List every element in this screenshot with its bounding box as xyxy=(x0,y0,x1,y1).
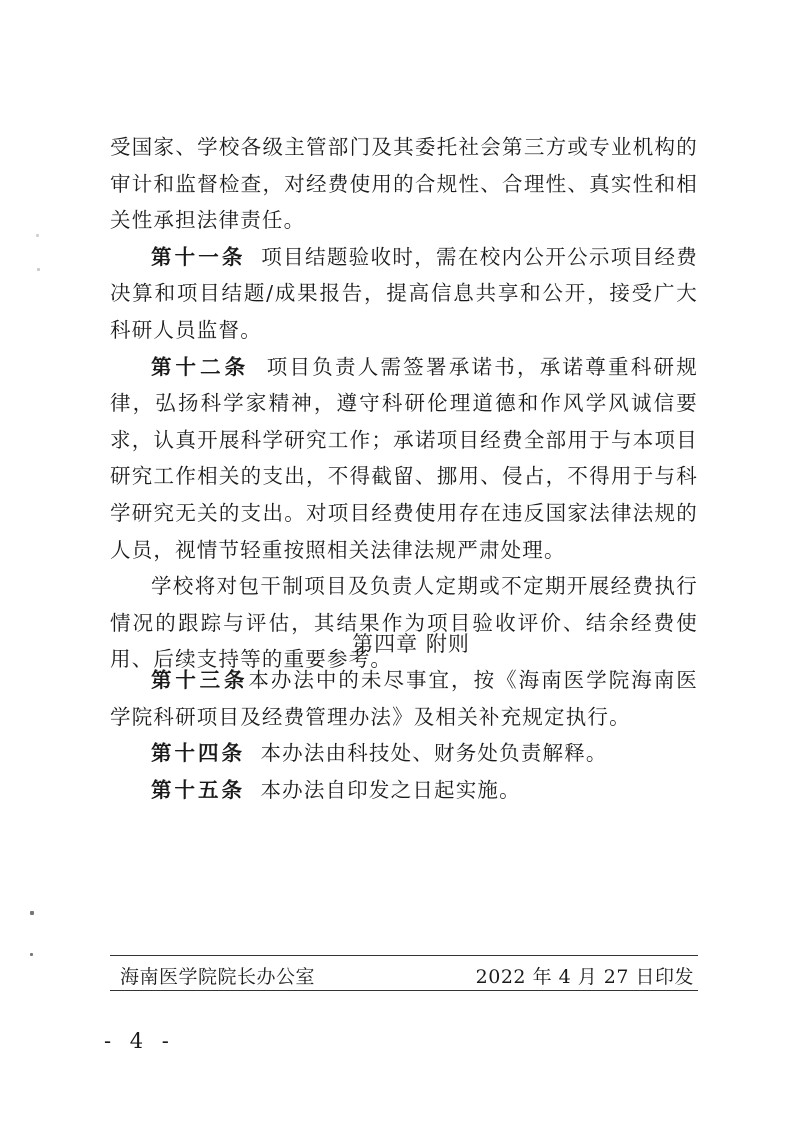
paragraph-continuation: 受国家、学校各级主管部门及其委托社会第三方或专业机构的审计和监督检查，对经费使用的合规性、合理性、真实性和相关性承担法律责任。 xyxy=(110,135,698,233)
article-15-label: 第十五条 xyxy=(151,777,245,802)
article-11-spacer xyxy=(246,245,262,269)
article-15-spacer xyxy=(245,778,260,802)
article-14-spacer xyxy=(245,741,260,765)
article-12-text: 项目负责人需签署承诺书，承诺尊重科研规律，弘扬科学家精神，遵守科研伦理道德和作风学风诚信要求，认真开展科学研究工作；承诺项目经费全部用于与本项目研究工作相关的支出，不得截留、挪用、侵占，不得用于与科学研究无关的支出。对项目经费使用存在违反国家法律法规的人员，视情节轻重按照相关法律法规严肃处理。 xyxy=(110,354,699,562)
article-12-label: 第十二条 xyxy=(151,354,250,379)
article-13-text: 本办法中的未尽事宜，按《海南医学院海南医学院科研项目及经费管理办法》及相关补充规定执行。 xyxy=(110,668,699,729)
article-15 xyxy=(110,772,698,809)
footer-top-rule xyxy=(110,955,698,956)
article-12-spacer xyxy=(249,355,267,379)
footer-imprint xyxy=(120,962,694,989)
chapter-title: 第四章 附则 xyxy=(352,632,470,656)
scan-speck xyxy=(36,234,39,237)
article-12 xyxy=(110,349,698,569)
article-14-label: 第十四条 xyxy=(151,741,245,766)
scan-speck xyxy=(30,911,34,915)
article-14-text: 本办法由科技处、财务处负责解释。 xyxy=(260,741,608,766)
article-13-label: 第十三条 xyxy=(151,668,249,692)
scan-speck xyxy=(37,268,40,271)
body-section xyxy=(110,129,698,678)
scan-speck xyxy=(30,953,33,956)
appendix-section xyxy=(110,662,698,808)
article-11-text: 项目结题验收时，需在校内公开公示项目经费决算和项目结题/成果报告，提高信息共享和公开，接受广大科研人员监督。 xyxy=(110,244,699,342)
issuing-office: 海南医学院院长办公室 xyxy=(120,966,316,988)
article-15-text: 本办法自印发之日起实施。 xyxy=(260,777,521,802)
footer-bottom-rule xyxy=(110,990,698,991)
article-14 xyxy=(110,735,698,772)
article-11 xyxy=(110,239,698,349)
article-11-label: 第十一条 xyxy=(151,244,246,269)
article-13 xyxy=(110,662,698,735)
school-evaluation-paragraph: 学校将对包干制项目及负责人定期或不定期开展经费执行情况的跟踪与评估，其结果作为项目验收评价、结余经费使用、后续支持等的重要参考。 xyxy=(110,574,698,672)
issue-date: 2022 年 4 月 27 日印发 xyxy=(475,966,694,988)
page-number: - 4 - xyxy=(104,1029,175,1053)
